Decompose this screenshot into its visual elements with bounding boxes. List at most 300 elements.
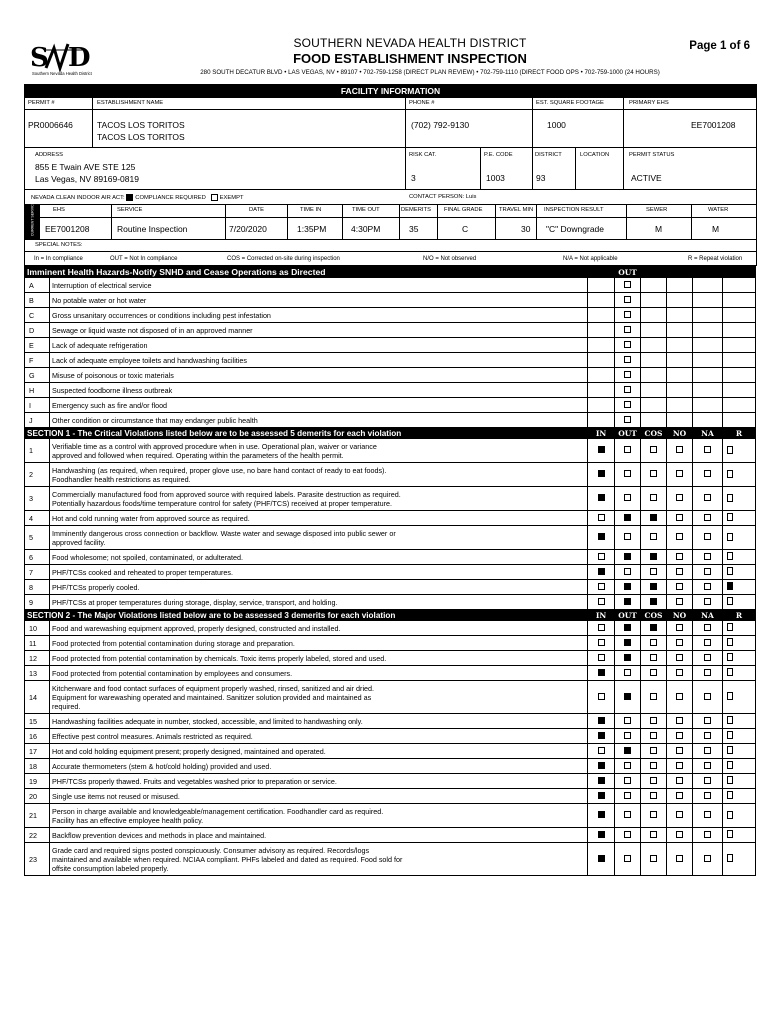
imminent-out-mark-empty[interactable]: [624, 356, 631, 363]
imminent-blank: [588, 323, 615, 338]
imminent-blank: [641, 368, 667, 383]
svc-time-in: 1:35PM: [297, 224, 327, 234]
violation-r-mark-empty[interactable]: [727, 533, 733, 541]
violation-no-cell: [667, 729, 693, 744]
violation-in-mark-checked[interactable]: [598, 669, 605, 676]
establishment-label: ESTABLISHMENT NAME: [97, 100, 164, 106]
violation-text: [50, 681, 588, 714]
violation-in-mark-empty[interactable]: [598, 639, 605, 646]
violation-na-mark-empty[interactable]: [704, 717, 711, 724]
imminent-blank: [723, 338, 756, 353]
imminent-blank: [693, 278, 723, 293]
imminent-header-blank: [723, 267, 756, 278]
violation-in-mark-checked[interactable]: [598, 831, 605, 838]
violation-out-mark-checked[interactable]: [624, 598, 631, 605]
violation-out-mark-empty[interactable]: [624, 732, 631, 739]
section1-col-no: NO: [667, 428, 693, 439]
imminent-blank: [723, 323, 756, 338]
violation-cos-mark-empty[interactable]: [650, 831, 657, 838]
violation-no-mark-empty[interactable]: [676, 831, 683, 838]
violation-cos-mark-checked[interactable]: [650, 514, 657, 521]
violation-no-mark-empty[interactable]: [676, 811, 683, 818]
violation-cos-mark-empty[interactable]: [650, 533, 657, 540]
violation-no-mark-empty[interactable]: [676, 514, 683, 521]
violation-cos-mark-empty[interactable]: [650, 494, 657, 501]
violation-out-mark-checked[interactable]: [624, 654, 631, 661]
violation-r-mark-empty[interactable]: [727, 811, 733, 819]
violation-out-mark-empty[interactable]: [624, 494, 631, 501]
violation-out-cell: [615, 828, 641, 843]
violation-na-mark-empty[interactable]: [704, 831, 711, 838]
imminent-text: Lack of adequate refrigeration: [50, 338, 588, 353]
violation-r-cell: [723, 580, 756, 595]
violation-na-mark-empty[interactable]: [704, 568, 711, 575]
violation-id: 9: [25, 595, 50, 610]
violation-na-mark-empty[interactable]: [704, 732, 711, 739]
snhd-logo: [28, 38, 108, 78]
violation-no-mark-empty[interactable]: [676, 777, 683, 784]
violation-out-cell: [615, 580, 641, 595]
violation-text-line: Grade card and required signs posted conspicuously. Consumer advisory as required. Records/logs: [52, 845, 370, 855]
violation-r-mark-empty[interactable]: [727, 623, 733, 631]
violation-out-cell: [615, 843, 641, 876]
imminent-row: [25, 323, 756, 338]
violation-no-cell: [667, 463, 693, 487]
violation-in-mark-checked[interactable]: [598, 568, 605, 575]
violation-r-mark-empty[interactable]: [727, 668, 733, 676]
violation-cos-cell: [641, 828, 667, 843]
violation-in-cell: [588, 828, 615, 843]
violation-r-mark-empty[interactable]: [727, 494, 733, 502]
violation-out-mark-checked[interactable]: [624, 553, 631, 560]
violation-na-mark-empty[interactable]: [704, 583, 711, 590]
imminent-text: Gross unsanitary occurrences or conditions including pest infestation: [50, 308, 588, 323]
imminent-row: [25, 293, 756, 308]
section2-col-in: IN: [588, 610, 615, 621]
violation-text-line: Handwashing facilities adequate in number, stocked, accessible, and limited to handwashing only.: [52, 716, 363, 726]
imminent-blank: [588, 398, 615, 413]
violation-na-mark-empty[interactable]: [704, 792, 711, 799]
violation-cos-mark-empty[interactable]: [650, 717, 657, 724]
violation-r-cell: [723, 463, 756, 487]
violation-text: [50, 580, 588, 595]
violation-na-mark-empty[interactable]: [704, 747, 711, 754]
violation-cos-mark-empty[interactable]: [650, 639, 657, 646]
violation-cos-mark-empty[interactable]: [650, 568, 657, 575]
violation-r-mark-empty[interactable]: [727, 470, 733, 478]
violation-in-mark-checked[interactable]: [598, 777, 605, 784]
violation-in-mark-empty[interactable]: [598, 654, 605, 661]
violation-id: 2: [25, 463, 50, 487]
violation-in-cell: [588, 550, 615, 565]
violation-na-mark-empty[interactable]: [704, 654, 711, 661]
imminent-out-mark-empty[interactable]: [624, 311, 631, 318]
imminent-blank: [693, 293, 723, 308]
imminent-out-mark-empty[interactable]: [624, 281, 631, 288]
section2-row: [25, 636, 756, 651]
violation-in-mark-checked[interactable]: [598, 717, 605, 724]
violation-na-mark-empty[interactable]: [704, 669, 711, 676]
violation-id: 8: [25, 580, 50, 595]
violation-r-cell: [723, 526, 756, 550]
violation-in-mark-empty[interactable]: [598, 583, 605, 590]
violation-cos-mark-empty[interactable]: [650, 654, 657, 661]
violation-in-mark-empty[interactable]: [598, 624, 605, 631]
violation-na-mark-empty[interactable]: [704, 624, 711, 631]
section2-row: [25, 744, 756, 759]
violation-r-mark-empty[interactable]: [727, 653, 733, 661]
violation-in-cell: [588, 511, 615, 526]
imminent-blank: [667, 398, 693, 413]
imminent-text: Other condition or circumstance that may endanger public health: [50, 413, 588, 428]
section2-col-na: NA: [693, 610, 723, 621]
violation-no-mark-empty[interactable]: [676, 494, 683, 501]
violation-r-mark-empty[interactable]: [727, 776, 733, 784]
violation-na-mark-empty[interactable]: [704, 777, 711, 784]
violation-cos-mark-empty[interactable]: [650, 747, 657, 754]
violation-in-mark-checked[interactable]: [598, 855, 605, 862]
imminent-blank: [641, 323, 667, 338]
imminent-blank: [693, 383, 723, 398]
violation-text: [50, 759, 588, 774]
violation-cos-mark-empty[interactable]: [650, 811, 657, 818]
violation-na-cell: [693, 463, 723, 487]
clean-air-act: [31, 194, 244, 201]
violation-text: [50, 487, 588, 511]
violation-text: [50, 774, 588, 789]
pe-code: 1003: [486, 173, 505, 183]
violation-cos-mark-empty[interactable]: [650, 732, 657, 739]
imminent-blank: [723, 293, 756, 308]
violation-out-mark-empty[interactable]: [624, 568, 631, 575]
violation-no-mark-empty[interactable]: [676, 470, 683, 477]
violation-text: [50, 526, 588, 550]
violation-no-cell: [667, 774, 693, 789]
violation-out-cell: [615, 463, 641, 487]
violation-out-mark-empty[interactable]: [624, 470, 631, 477]
violation-na-mark-empty[interactable]: [704, 446, 711, 453]
imminent-text: No potable water or hot water: [50, 293, 588, 308]
violation-cos-mark-empty[interactable]: [650, 855, 657, 862]
violation-r-cell: [723, 828, 756, 843]
violation-r-mark-empty[interactable]: [727, 761, 733, 769]
address-label: ADDRESS: [35, 152, 64, 158]
imminent-out-mark-empty[interactable]: [624, 416, 631, 423]
violation-in-cell: [588, 580, 615, 595]
violation-na-mark-empty[interactable]: [704, 494, 711, 501]
violation-na-cell: [693, 651, 723, 666]
violation-na-cell: [693, 774, 723, 789]
violation-cos-cell: [641, 651, 667, 666]
violation-r-mark-empty[interactable]: [727, 854, 733, 862]
violation-in-cell: [588, 789, 615, 804]
section2-row: [25, 804, 756, 828]
violation-na-mark-empty[interactable]: [704, 598, 711, 605]
violation-na-mark-empty[interactable]: [704, 553, 711, 560]
imminent-blank: [723, 413, 756, 428]
imminent-id: E: [25, 338, 50, 353]
violation-cos-mark-checked[interactable]: [650, 583, 657, 590]
violation-r-mark-empty[interactable]: [727, 638, 733, 646]
violation-na-cell: [693, 789, 723, 804]
violation-cos-mark-empty[interactable]: [650, 762, 657, 769]
violation-out-mark-empty[interactable]: [624, 811, 631, 818]
legend-in: In = In compliance: [34, 256, 83, 262]
violation-r-mark-empty[interactable]: [727, 692, 733, 700]
svc-header-service: SERVICE: [117, 207, 143, 213]
violation-cos-cell: [641, 744, 667, 759]
imminent-out-mark-empty[interactable]: [624, 401, 631, 408]
legend-r: R = Repeat violation: [688, 256, 743, 262]
imminent-blank: [641, 383, 667, 398]
violation-na-mark-empty[interactable]: [704, 693, 711, 700]
violation-text-line: Verifiable time as a control with approved procedure when in use. Operational plan, waiver or variance: [52, 441, 377, 451]
violation-in-cell: [588, 681, 615, 714]
violation-r-mark-empty[interactable]: [727, 716, 733, 724]
violation-cos-mark-empty[interactable]: [650, 792, 657, 799]
imminent-id: H: [25, 383, 50, 398]
violation-in-cell: [588, 487, 615, 511]
violation-r-mark-empty[interactable]: [727, 746, 733, 754]
violation-r-mark-empty[interactable]: [727, 830, 733, 838]
imminent-blank: [723, 383, 756, 398]
imminent-out-mark-empty[interactable]: [624, 341, 631, 348]
violation-in-cell: [588, 729, 615, 744]
imminent-blank: [693, 338, 723, 353]
imminent-out-mark-empty[interactable]: [624, 386, 631, 393]
legend-cos: COS = Corrected on-site during inspection: [227, 256, 340, 262]
violation-na-mark-empty[interactable]: [704, 533, 711, 540]
violation-r-mark-empty[interactable]: [727, 513, 733, 521]
violation-text: [50, 828, 588, 843]
imminent-row: [25, 278, 756, 293]
violation-out-cell: [615, 595, 641, 610]
violation-out-mark-checked[interactable]: [624, 693, 631, 700]
section2-col-no: NO: [667, 610, 693, 621]
address-line-2: Las Vegas, NV 89169-0819: [35, 174, 139, 184]
agency-address: 280 SOUTH DECATUR BLVD • LAS VEGAS, NV • 89107 • 702-759-1258 (DIRECT PLAN REVIEW) • 702-759-1110 (DIRECT FOOD OPS • 702-759-1000 (24 HOURS): [200, 69, 660, 76]
section2-row: [25, 843, 756, 876]
violation-cos-cell: [641, 714, 667, 729]
violation-in-mark-empty[interactable]: [598, 693, 605, 700]
violation-r-mark-empty[interactable]: [727, 597, 733, 605]
imminent-out-mark-empty[interactable]: [624, 326, 631, 333]
violation-text-line: maintained and available when required. NCIAA compliant. PHFs labeled and dated as required. Food sold for: [52, 854, 403, 864]
violation-text-line: Foodhandler health restrictions as required.: [52, 474, 191, 484]
violation-r-mark-checked[interactable]: [727, 582, 733, 590]
violation-text-line: Handwashing (as required, when required, proper glove use, no bare hand contact of ready to eat foods).: [52, 465, 387, 475]
imminent-blank: [641, 413, 667, 428]
imminent-blank: [693, 308, 723, 323]
violation-cos-mark-empty[interactable]: [650, 446, 657, 453]
section1-header-row: [25, 428, 756, 439]
violation-out-mark-empty[interactable]: [624, 446, 631, 453]
violation-out-cell: [615, 651, 641, 666]
violation-out-cell: [615, 804, 641, 828]
imminent-out-cell: [615, 278, 641, 293]
imminent-out-mark-empty[interactable]: [624, 296, 631, 303]
imminent-out-label: OUT: [615, 267, 641, 278]
agency-name: SOUTHERN NEVADA HEALTH DISTRICT: [293, 36, 527, 50]
violation-id: 10: [25, 621, 50, 636]
violation-r-mark-empty[interactable]: [727, 731, 733, 739]
violation-out-cell: [615, 526, 641, 550]
violation-text-line: Food protected from potential contamination by chemicals. Toxic items properly labeled, stored and used.: [52, 653, 387, 663]
section1-col-cos: COS: [641, 428, 667, 439]
section2-row: [25, 666, 756, 681]
violation-cos-mark-empty[interactable]: [650, 777, 657, 784]
violation-no-mark-empty[interactable]: [676, 624, 683, 631]
imminent-header-blank: [667, 267, 693, 278]
violation-r-cell: [723, 666, 756, 681]
violation-in-cell: [588, 565, 615, 580]
violation-cos-cell: [641, 681, 667, 714]
imminent-out-cell: [615, 338, 641, 353]
imminent-out-cell: [615, 293, 641, 308]
violation-out-cell: [615, 565, 641, 580]
imminent-blank: [723, 308, 756, 323]
violation-no-mark-empty[interactable]: [676, 747, 683, 754]
violation-no-mark-empty[interactable]: [676, 855, 683, 862]
violation-no-mark-empty[interactable]: [676, 717, 683, 724]
violation-id: 23: [25, 843, 50, 876]
violation-out-mark-checked[interactable]: [624, 639, 631, 646]
violation-na-cell: [693, 666, 723, 681]
violation-text-line: Hot and cold running water from approved source as required.: [52, 513, 250, 523]
violation-in-mark-checked[interactable]: [598, 811, 605, 818]
violation-out-cell: [615, 744, 641, 759]
violation-out-mark-empty[interactable]: [624, 792, 631, 799]
violation-out-mark-empty[interactable]: [624, 669, 631, 676]
violation-text-line: PHF/TCSs cooked and reheated to proper temperatures.: [52, 567, 233, 577]
violation-no-mark-empty[interactable]: [676, 553, 683, 560]
violation-out-mark-checked[interactable]: [624, 624, 631, 631]
violation-r-mark-empty[interactable]: [727, 567, 733, 575]
violation-cos-mark-checked[interactable]: [650, 553, 657, 560]
violation-cos-cell: [641, 487, 667, 511]
violation-out-cell: [615, 487, 641, 511]
violation-r-mark-empty[interactable]: [727, 552, 733, 560]
violation-out-cell: [615, 789, 641, 804]
violation-in-mark-checked[interactable]: [598, 732, 605, 739]
violation-in-mark-empty[interactable]: [598, 514, 605, 521]
violation-out-mark-empty[interactable]: [624, 533, 631, 540]
section1-row: [25, 550, 756, 565]
violation-id: 17: [25, 744, 50, 759]
violation-r-mark-empty[interactable]: [727, 446, 733, 454]
violation-cos-mark-checked[interactable]: [650, 624, 657, 631]
violation-in-mark-empty[interactable]: [598, 598, 605, 605]
imminent-blank: [667, 368, 693, 383]
violation-out-mark-empty[interactable]: [624, 831, 631, 838]
imminent-id: G: [25, 368, 50, 383]
violation-cos-mark-empty[interactable]: [650, 470, 657, 477]
violation-no-mark-empty[interactable]: [676, 669, 683, 676]
violation-na-mark-empty[interactable]: [704, 470, 711, 477]
violation-na-mark-empty[interactable]: [704, 762, 711, 769]
violation-no-mark-empty[interactable]: [676, 568, 683, 575]
violation-text: [50, 651, 588, 666]
permit-number: PR0006646: [28, 120, 73, 130]
violation-no-mark-empty[interactable]: [676, 598, 683, 605]
svc-header-time-in: TIME IN: [300, 207, 322, 213]
imminent-blank: [667, 308, 693, 323]
violation-cos-cell: [641, 666, 667, 681]
violation-na-mark-empty[interactable]: [704, 639, 711, 646]
violation-na-mark-empty[interactable]: [704, 811, 711, 818]
svg-text:D: D: [68, 43, 91, 73]
violation-no-mark-empty[interactable]: [676, 654, 683, 661]
violation-cos-cell: [641, 804, 667, 828]
violation-r-mark-empty[interactable]: [727, 791, 733, 799]
violation-cos-mark-checked[interactable]: [650, 598, 657, 605]
violation-no-mark-empty[interactable]: [676, 639, 683, 646]
violation-no-mark-empty[interactable]: [676, 693, 683, 700]
violation-out-mark-empty[interactable]: [624, 855, 631, 862]
violation-na-mark-empty[interactable]: [704, 514, 711, 521]
compliance-required-label: COMPLIANCE REQUIRED: [135, 195, 206, 202]
violation-out-mark-checked[interactable]: [624, 514, 631, 521]
violation-no-mark-empty[interactable]: [676, 446, 683, 453]
section2-row: [25, 621, 756, 636]
violation-out-mark-empty[interactable]: [624, 777, 631, 784]
imminent-blank: [588, 368, 615, 383]
violation-in-mark-checked[interactable]: [598, 792, 605, 799]
violation-text-line: approved and followed when required. Operating within the parameters of the health permit.: [52, 450, 344, 460]
violation-cos-mark-empty[interactable]: [650, 669, 657, 676]
imminent-header-blank: [641, 267, 667, 278]
violation-out-mark-empty[interactable]: [624, 762, 631, 769]
violation-no-mark-empty[interactable]: [676, 732, 683, 739]
violation-in-mark-checked[interactable]: [598, 446, 605, 453]
violation-na-cell: [693, 439, 723, 463]
violation-in-mark-empty[interactable]: [598, 553, 605, 560]
violation-text-line: Backflow prevention devices and methods in place and maintained.: [52, 830, 267, 840]
svc-header-sewer: SEWER: [646, 207, 668, 213]
imminent-out-cell: [615, 353, 641, 368]
violation-in-mark-checked[interactable]: [598, 533, 605, 540]
violation-out-mark-empty[interactable]: [624, 717, 631, 724]
violation-no-mark-empty[interactable]: [676, 762, 683, 769]
svg-text:S: S: [30, 43, 49, 73]
violation-out-mark-checked[interactable]: [624, 747, 631, 754]
violation-in-mark-checked[interactable]: [598, 470, 605, 477]
establishment-name: TACOS LOS TORITOS: [97, 120, 185, 130]
violation-in-mark-empty[interactable]: [598, 747, 605, 754]
violation-na-mark-empty[interactable]: [704, 855, 711, 862]
imminent-header-row: [25, 267, 756, 278]
violation-in-mark-checked[interactable]: [598, 762, 605, 769]
violation-text-line: Facility has an effective employee health policy.: [52, 815, 204, 825]
violation-in-cell: [588, 744, 615, 759]
svc-header-time-out: TIME OUT: [352, 207, 380, 213]
violation-text-line: Accurate thermometers (stem & hot/cold holding) provided and used.: [52, 761, 272, 771]
violation-in-mark-checked[interactable]: [598, 494, 605, 501]
violation-cos-mark-empty[interactable]: [650, 693, 657, 700]
violation-na-cell: [693, 595, 723, 610]
violation-text: [50, 789, 588, 804]
violation-no-cell: [667, 565, 693, 580]
violation-out-mark-checked[interactable]: [624, 583, 631, 590]
violation-no-mark-empty[interactable]: [676, 792, 683, 799]
violation-no-mark-empty[interactable]: [676, 583, 683, 590]
imminent-row: [25, 338, 756, 353]
violation-r-cell: [723, 595, 756, 610]
violation-text-line: Commercially manufactured food from approved source with required labels. Parasite destruction as required.: [52, 489, 401, 499]
imminent-out-mark-empty[interactable]: [624, 371, 631, 378]
violation-no-mark-empty[interactable]: [676, 533, 683, 540]
violation-in-cell: [588, 666, 615, 681]
